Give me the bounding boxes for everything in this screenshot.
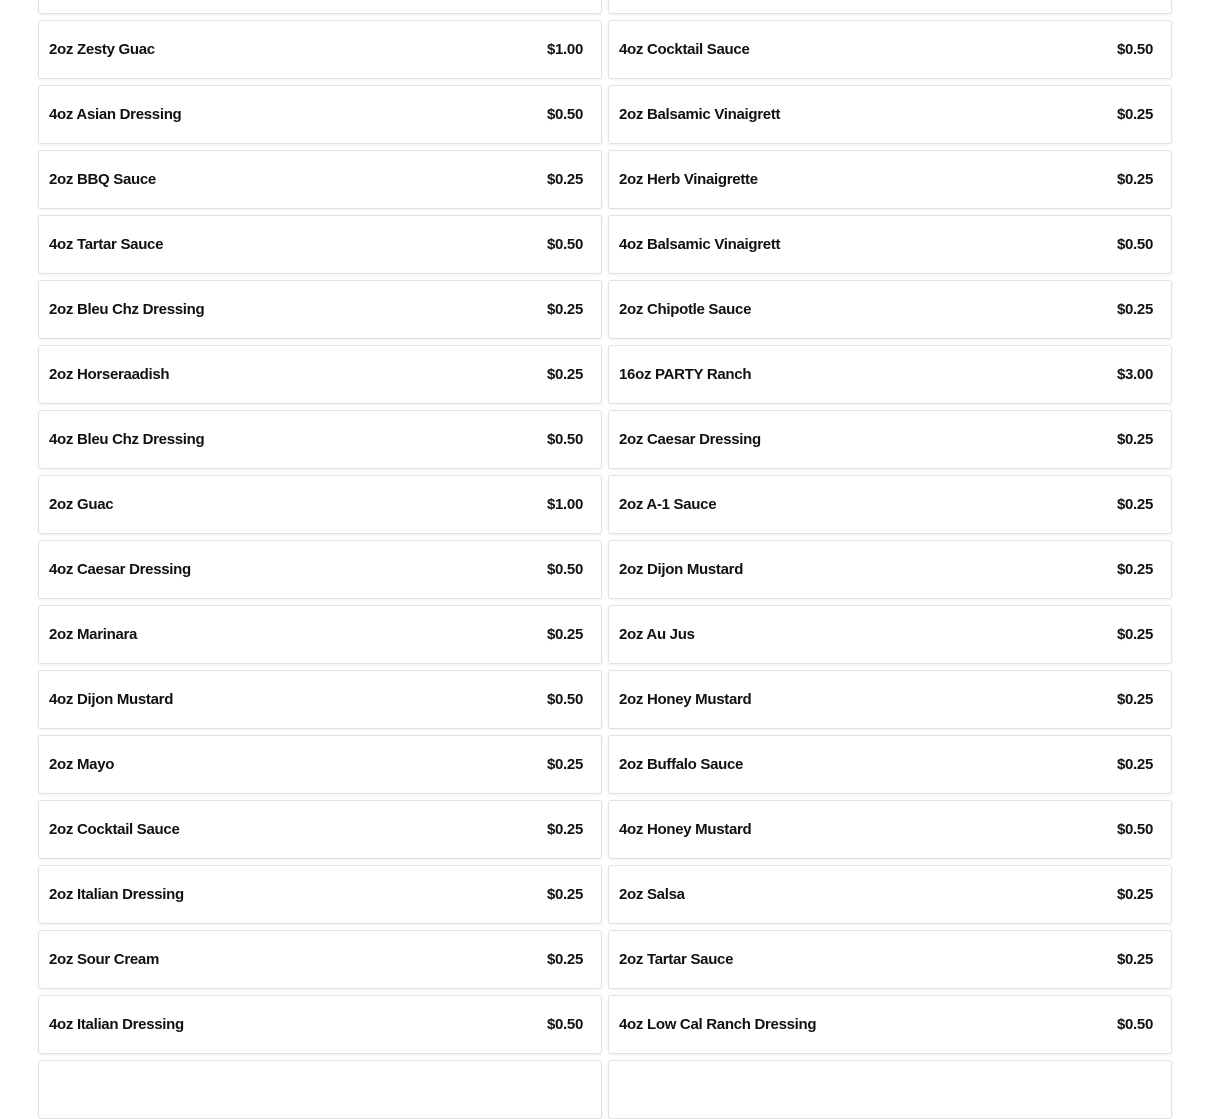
menu-item-price: $0.25 [546,626,583,643]
menu-item-name: 4oz Caesar Dressing [49,561,191,578]
menu-item-price: $0.50 [1116,1016,1153,1033]
menu-item-name: 2oz Balsamic Vinaigrett [619,106,781,123]
menu-item-card[interactable] [38,605,602,664]
menu-item-price: $0.25 [1116,756,1153,773]
menu-item-price: $0.25 [1116,626,1153,643]
menu-item-price: $1.00 [546,496,583,513]
menu-item-name: 2oz Tartar Sauce [619,951,734,968]
menu-item-card[interactable] [608,20,1172,79]
menu-item-card[interactable] [608,800,1172,859]
menu-item-card[interactable] [38,670,602,729]
menu-item-card[interactable] [608,540,1172,599]
menu-item-price: $0.25 [546,886,583,903]
menu-item-grid [38,0,1172,1119]
menu-item-name: 4oz Dijon Mustard [49,691,174,708]
menu-item-card[interactable] [608,215,1172,274]
menu-item-card[interactable] [608,865,1172,924]
menu-item-card[interactable] [608,150,1172,209]
menu-item-price: $0.25 [1116,886,1153,903]
menu-item-name: 16oz PARTY Ranch [619,366,752,383]
menu-item-card[interactable] [38,215,602,274]
menu-item-price: $1.00 [546,41,583,58]
menu-item-card[interactable] [608,85,1172,144]
menu-item-price: $0.25 [1116,106,1153,123]
menu-item-card[interactable] [38,800,602,859]
menu-item-card[interactable] [38,475,602,534]
menu-item-price: $0.25 [546,951,583,968]
menu-item-name: 2oz Chipotle Sauce [619,301,752,318]
menu-item-card[interactable] [38,1060,602,1119]
menu-item-name: 2oz Caesar Dressing [619,431,761,448]
menu-item-price: $0.50 [546,1016,583,1033]
menu-item-name: 2oz Buffalo Sauce [619,756,744,773]
menu-item-name: 2oz A-1 Sauce [619,496,717,513]
menu-item-card[interactable] [38,280,602,339]
menu-item-name: 2oz Mayo [49,756,115,773]
menu-item-name: 2oz BBQ Sauce [49,171,156,188]
menu-item-card[interactable] [608,1060,1172,1119]
menu-item-card[interactable] [38,20,602,79]
menu-item-name: 4oz Balsamic Vinaigrett [619,236,781,253]
menu-item-name: 2oz Honey Mustard [619,691,752,708]
menu-item-name: 2oz Bleu Chz Dressing [49,301,205,318]
menu-item-name: 4oz Cocktail Sauce [619,41,750,58]
menu-item-price: $0.25 [1116,496,1153,513]
menu-item-card[interactable] [608,475,1172,534]
menu-item-name: 2oz Cocktail Sauce [49,821,180,838]
menu-item-name: 2oz Zesty Guac [49,41,155,58]
menu-item-price: $0.50 [546,236,583,253]
menu-item-price: $0.25 [1116,431,1153,448]
menu-item-price: $3.00 [1116,366,1153,383]
menu-item-card[interactable] [608,930,1172,989]
menu-item-price: $0.25 [1116,691,1153,708]
menu-item-name: 4oz Asian Dressing [49,106,182,123]
menu-item-price: $0.50 [1116,236,1153,253]
menu-item-name: 2oz Sour Cream [49,951,159,968]
menu-item-card[interactable] [38,85,602,144]
menu-item-card[interactable] [608,735,1172,794]
menu-item-price: $0.50 [1116,41,1153,58]
menu-item-name: 4oz Italian Dressing [49,1016,184,1033]
menu-item-card[interactable] [608,670,1172,729]
menu-item-name: 2oz Salsa [619,886,685,903]
menu-item-price: $0.25 [1116,951,1153,968]
menu-item-price: $0.25 [546,171,583,188]
menu-item-price: $0.50 [546,106,583,123]
menu-item-price: $0.25 [1116,171,1153,188]
menu-item-price: $0.25 [546,756,583,773]
menu-item-name: 2oz Herb Vinaigrette [619,171,758,188]
menu-item-card[interactable] [608,410,1172,469]
menu-item-name: 4oz Tartar Sauce [49,236,164,253]
menu-item-price: $0.25 [546,301,583,318]
menu-item-price: $0.50 [546,691,583,708]
menu-item-card[interactable] [38,540,602,599]
menu-item-card[interactable] [38,995,602,1054]
menu-item-price: $0.25 [546,821,583,838]
menu-item-card[interactable] [38,0,602,14]
menu-item-price: $0.25 [546,366,583,383]
menu-item-price: $0.25 [1116,301,1153,318]
menu-item-name: 2oz Dijon Mustard [619,561,744,578]
menu-item-name: 2oz Marinara [49,626,138,643]
menu-item-card[interactable] [38,865,602,924]
menu-item-card[interactable] [608,0,1172,14]
menu-item-card[interactable] [38,410,602,469]
menu-item-name: 2oz Guac [49,496,114,513]
menu-item-card[interactable] [38,150,602,209]
menu-item-name: 4oz Low Cal Ranch Dressing [619,1016,817,1033]
menu-item-name: 2oz Horseraadish [49,366,170,383]
menu-item-card[interactable] [38,345,602,404]
menu-item-card[interactable] [38,735,602,794]
menu-item-name: 4oz Bleu Chz Dressing [49,431,205,448]
menu-item-price: $0.50 [1116,821,1153,838]
menu-item-name: 2oz Italian Dressing [49,886,184,903]
menu-item-card[interactable] [608,995,1172,1054]
menu-item-card[interactable] [38,930,602,989]
menu-item-card[interactable] [608,280,1172,339]
menu-item-card[interactable] [608,345,1172,404]
menu-item-name: 4oz Honey Mustard [619,821,752,838]
menu-item-price: $0.50 [546,431,583,448]
menu-item-card[interactable] [608,605,1172,664]
menu-item-price: $0.50 [546,561,583,578]
menu-item-price: $0.25 [1116,561,1153,578]
menu-item-name: 2oz Au Jus [619,626,695,643]
